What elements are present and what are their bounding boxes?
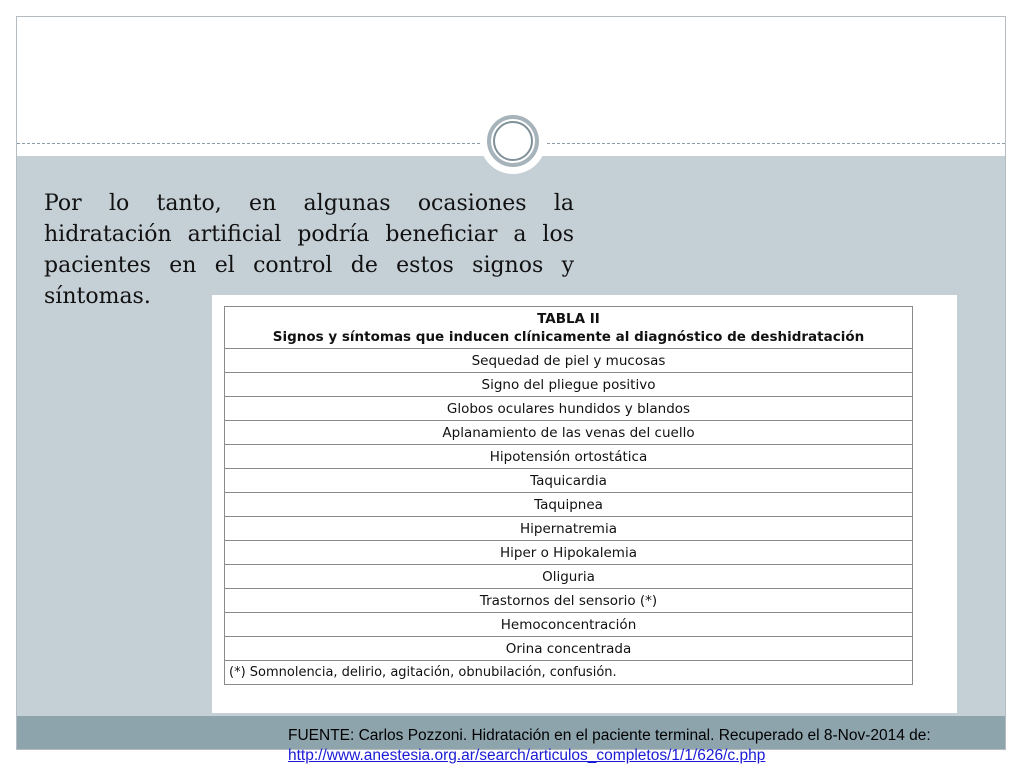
- table-row: [225, 565, 913, 589]
- table-cell: Globos oculares hundidos y blandos: [225, 397, 913, 421]
- table-cell: Oliguria: [225, 565, 913, 589]
- symptom-table-figure: [212, 295, 957, 713]
- table-cell: Hipernatremia: [225, 517, 913, 541]
- table-row: [225, 541, 913, 565]
- table-header-row: [225, 307, 913, 349]
- table-row: [225, 421, 913, 445]
- table-cell: Orina concentrada: [225, 637, 913, 661]
- table-row: [225, 445, 913, 469]
- table-row: [225, 637, 913, 661]
- source-citation: [288, 726, 1018, 766]
- table-row: [225, 397, 913, 421]
- table-row: [225, 589, 913, 613]
- table-cell: Hipotensión ortostática: [225, 445, 913, 469]
- table-cell: Hiper o Hipokalemia: [225, 541, 913, 565]
- source-text: FUENTE: Carlos Pozzoni. Hidratación en el paciente terminal. Recuperado el 8-Nov-2014 de:: [288, 727, 931, 744]
- body-paragraph: Por lo tanto, en algunas ocasiones la hidratación artificial podría beneficiar a los pacientes en el control de estos signos y síntomas.: [44, 191, 574, 309]
- table-title-cell: [225, 307, 913, 349]
- table-cell: Sequedad de piel y mucosas: [225, 349, 913, 373]
- table-cell: Taquipnea: [225, 493, 913, 517]
- table-subtitle: Signos y síntomas que inducen clínicamente al diagnóstico de deshidratación: [272, 328, 865, 345]
- table-row: [225, 517, 913, 541]
- table-cell: Trastornos del sensorio (*): [225, 589, 913, 613]
- circle-inner-icon: [493, 121, 533, 161]
- source-link[interactable]: http://www.anestesia.org.ar/search/articulos_completos/1/1/626/c.php: [288, 747, 766, 764]
- table-row: [225, 493, 913, 517]
- table-footnote: (*) Somnolencia, delirio, agitación, obnubilación, confusión.: [225, 661, 913, 685]
- table-cell: Taquicardia: [225, 469, 913, 493]
- table-row: [225, 349, 913, 373]
- table-title: TABLA II: [537, 310, 600, 327]
- table-cell: Aplanamiento de las venas del cuello: [225, 421, 913, 445]
- table-row: [225, 469, 913, 493]
- table-footnote-row: [225, 661, 913, 685]
- table-cell: Signo del pliegue positivo: [225, 373, 913, 397]
- symptom-table: [224, 306, 913, 685]
- table-row: [225, 613, 913, 637]
- table-cell: Hemoconcentración: [225, 613, 913, 637]
- table-row: [225, 373, 913, 397]
